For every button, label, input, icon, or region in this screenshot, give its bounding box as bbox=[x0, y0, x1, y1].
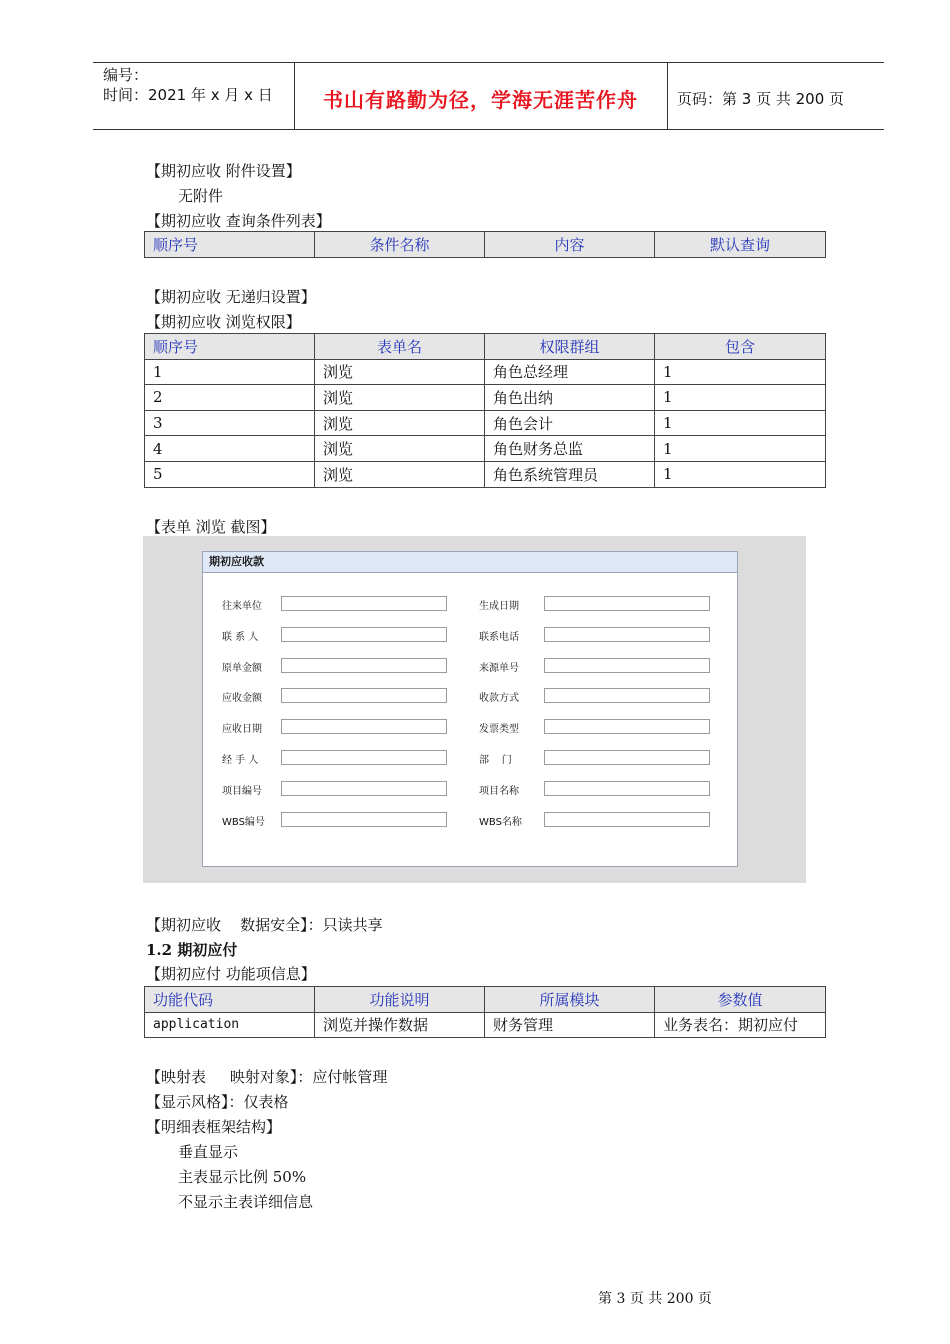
header-top-rule bbox=[93, 62, 884, 63]
table-header-cell: 默认查询 bbox=[655, 232, 826, 258]
header-page-info: 页码：第 3 页 共 200 页 bbox=[677, 90, 845, 108]
field-label: 应收日期 bbox=[222, 724, 262, 735]
field-label: WBS名称 bbox=[479, 817, 522, 828]
browse-permission-table bbox=[144, 333, 826, 488]
table-cell: 浏览 bbox=[315, 385, 485, 411]
table-header-cell: 条件名称 bbox=[315, 232, 485, 258]
field-input[interactable] bbox=[281, 781, 447, 796]
field-label: 联系电话 bbox=[479, 632, 519, 643]
table-cell: 1 bbox=[655, 385, 826, 411]
table-cell: 业务表名：期初应付 bbox=[655, 1012, 826, 1038]
table-header-cell: 表单名 bbox=[315, 334, 485, 360]
section-text: 【显示风格】：仅表格 bbox=[146, 1093, 289, 1111]
table-cell: 财务管理 bbox=[485, 1012, 655, 1038]
table-cell: 1 bbox=[145, 359, 315, 385]
page-footer: 第 3 页 共 200 页 bbox=[598, 1291, 712, 1307]
table-cell: 2 bbox=[145, 385, 315, 411]
field-input[interactable] bbox=[281, 812, 447, 827]
table-header-cell: 顺序号 bbox=[145, 232, 315, 258]
doc-time-label: 时间：2021 年 x 月 x 日 bbox=[103, 86, 273, 104]
field-input[interactable] bbox=[544, 719, 710, 734]
field-input[interactable] bbox=[544, 688, 710, 703]
field-input[interactable] bbox=[544, 596, 710, 611]
table-cell: 1 bbox=[655, 410, 826, 436]
table-cell: 浏览并操作数据 bbox=[315, 1012, 485, 1038]
table-cell: 角色会计 bbox=[485, 410, 655, 436]
section-text: 【期初应收 数据安全】：只读共享 bbox=[146, 916, 383, 934]
table-cell: 3 bbox=[145, 410, 315, 436]
list-item: 不显示主表详细信息 bbox=[178, 1193, 314, 1211]
list-item: 主表显示比例 50% bbox=[178, 1168, 307, 1186]
table-header-row bbox=[145, 232, 826, 258]
field-label: 收款方式 bbox=[479, 693, 519, 704]
field-input[interactable] bbox=[544, 781, 710, 796]
section-title: 【期初应收 无递归设置】 bbox=[146, 288, 316, 306]
table-row bbox=[145, 461, 826, 487]
field-input[interactable] bbox=[544, 750, 710, 765]
table-cell: 浏览 bbox=[315, 359, 485, 385]
section-title: 【表单 浏览 截图】 bbox=[146, 518, 276, 536]
table-cell: 1 bbox=[655, 359, 826, 385]
field-input[interactable] bbox=[281, 750, 447, 765]
table-cell: 角色总经理 bbox=[485, 359, 655, 385]
form-panel-title: 期初应收款 bbox=[203, 552, 737, 573]
section-title: 【期初应收 附件设置】 bbox=[146, 162, 301, 180]
table-header-cell: 包含 bbox=[655, 334, 826, 360]
field-input[interactable] bbox=[544, 658, 710, 673]
table-cell: 1 bbox=[655, 461, 826, 487]
field-input[interactable] bbox=[281, 658, 447, 673]
table-cell: 5 bbox=[145, 461, 315, 487]
table-row bbox=[145, 1012, 826, 1038]
table-cell: 1 bbox=[655, 436, 826, 462]
query-conditions-table bbox=[144, 231, 826, 258]
table-cell: application bbox=[145, 1012, 315, 1038]
table-header-row bbox=[145, 334, 826, 360]
table-header-cell: 所属模块 bbox=[485, 987, 655, 1013]
section-title: 【期初应收 查询条件列表】 bbox=[146, 212, 331, 230]
form-panel bbox=[202, 551, 738, 867]
section-text: 【映射表 映射对象】：应付帐管理 bbox=[146, 1068, 388, 1086]
table-header-cell: 顺序号 bbox=[145, 334, 315, 360]
table-header-cell: 功能说明 bbox=[315, 987, 485, 1013]
table-cell: 浏览 bbox=[315, 436, 485, 462]
field-input[interactable] bbox=[281, 627, 447, 642]
field-label: 经 手 人 bbox=[222, 755, 259, 766]
table-row bbox=[145, 436, 826, 462]
table-row bbox=[145, 385, 826, 411]
field-input[interactable] bbox=[544, 812, 710, 827]
field-input[interactable] bbox=[544, 627, 710, 642]
section-title: 【期初应付 功能项信息】 bbox=[146, 965, 316, 983]
function-info-table bbox=[144, 986, 826, 1038]
field-label: 联 系 人 bbox=[222, 632, 259, 643]
header-divider bbox=[667, 62, 668, 129]
table-header-row bbox=[145, 987, 826, 1013]
list-item: 垂直显示 bbox=[178, 1143, 239, 1161]
field-label: 发票类型 bbox=[479, 724, 519, 735]
table-cell: 角色系统管理员 bbox=[485, 461, 655, 487]
field-label: 生成日期 bbox=[479, 601, 519, 612]
section-title: 【期初应收 浏览权限】 bbox=[146, 313, 301, 331]
table-row bbox=[145, 410, 826, 436]
field-label: 往来单位 bbox=[222, 601, 262, 612]
table-cell: 浏览 bbox=[315, 461, 485, 487]
header-bottom-rule bbox=[93, 129, 884, 130]
field-label: WBS编号 bbox=[222, 817, 265, 828]
field-input[interactable] bbox=[281, 596, 447, 611]
table-cell: 浏览 bbox=[315, 410, 485, 436]
table-row bbox=[145, 359, 826, 385]
field-input[interactable] bbox=[281, 688, 447, 703]
section-text: 无附件 bbox=[178, 187, 224, 205]
table-header-cell: 参数值 bbox=[655, 987, 826, 1013]
header-motto: 书山有路勤为径，学海无涯苦作舟 bbox=[323, 88, 638, 112]
table-cell: 角色出纳 bbox=[485, 385, 655, 411]
table-header-cell: 功能代码 bbox=[145, 987, 315, 1013]
field-input[interactable] bbox=[281, 719, 447, 734]
table-cell: 角色财务总监 bbox=[485, 436, 655, 462]
doc-number-label: 编号： bbox=[103, 66, 149, 84]
table-cell: 4 bbox=[145, 436, 315, 462]
field-label: 项目编号 bbox=[222, 786, 262, 797]
field-label: 原单金额 bbox=[222, 663, 262, 674]
section-title: 【明细表框架结构】 bbox=[146, 1118, 282, 1136]
field-label: 应收金额 bbox=[222, 693, 262, 704]
table-header-cell: 权限群组 bbox=[485, 334, 655, 360]
field-label: 来源单号 bbox=[479, 663, 519, 674]
field-label: 部 门 bbox=[479, 755, 512, 766]
section-heading: 1.2 期初应付 bbox=[146, 941, 238, 959]
table-header-cell: 内容 bbox=[485, 232, 655, 258]
field-label: 项目名称 bbox=[479, 786, 519, 797]
